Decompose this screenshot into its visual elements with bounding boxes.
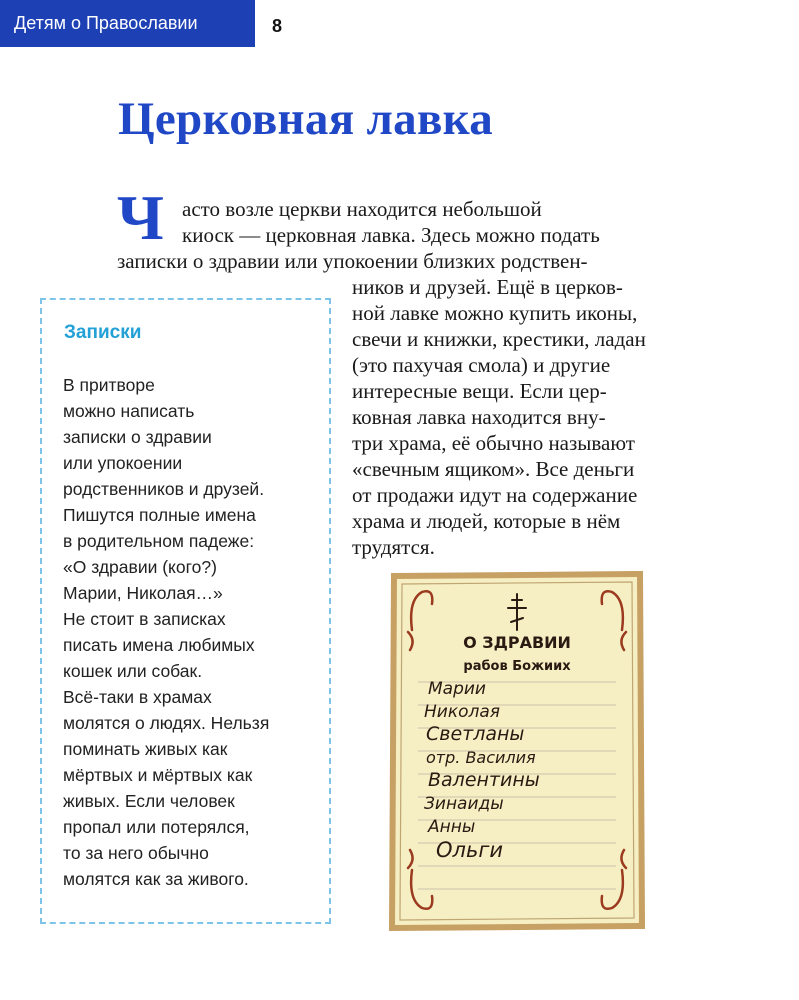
article-line: трудятся.: [352, 535, 435, 559]
article-line: асто возле церкви находится небольшой: [182, 197, 542, 221]
note-name: отр. Василия: [426, 748, 536, 767]
note-name: Светланы: [426, 723, 525, 745]
note-name: Ольги: [436, 838, 504, 862]
article-line: от продажи идут на содержание: [352, 483, 638, 507]
article-line: ковная лавка находится вну-: [352, 405, 606, 429]
note-heading: О ЗДРАВИИ: [463, 633, 571, 652]
note-name: Марии: [428, 679, 486, 699]
note-name: Николая: [424, 702, 501, 722]
article-line: (это пахучая смола) и другие: [352, 353, 611, 377]
article-line: храма и людей, которые в нём: [352, 509, 621, 533]
sidebar-line: Всё-таки в храмах: [63, 687, 212, 707]
drop-cap: Ч: [117, 182, 164, 253]
sidebar-line: в родительном падеже:: [63, 531, 255, 551]
article-line: записки о здравии или упокоении близких родствен-: [117, 249, 588, 273]
series-title: Детям о Православии: [14, 13, 198, 33]
sidebar-line: кошек или собак.: [63, 661, 203, 681]
article-line: три храма, её обычно называют: [352, 431, 635, 455]
article-line: ной лавке можно купить иконы,: [352, 301, 638, 325]
sidebar-line: Пишутся полные имена: [63, 505, 256, 525]
sidebar-line: живых. Если человек: [63, 791, 235, 811]
sidebar-line: молятся о людях. Нельзя: [63, 713, 270, 733]
sidebar-line: или упокоении: [63, 453, 183, 473]
sidebar-line: можно написать: [63, 401, 195, 421]
series-title-band: [0, 0, 255, 47]
sidebar-line: Не стоит в записках: [63, 609, 226, 629]
article-line: свечи и книжки, крестики, ладан: [352, 327, 646, 351]
sidebar-title: Записки: [64, 322, 142, 343]
article-line: ников и друзей. Ещё в церков-: [352, 275, 623, 299]
note-name: Зинаиды: [424, 794, 504, 814]
sidebar-text: [63, 372, 269, 892]
sidebar-line: родственников и друзей.: [63, 479, 265, 499]
sidebar-line: Марии, Николая…»: [63, 583, 223, 603]
sidebar-line: молятся как за живого.: [63, 869, 249, 889]
sidebar-line: писать имена любимых: [63, 635, 255, 655]
sidebar-line: то за него обычно: [63, 843, 209, 863]
sidebar-line: «О здравии (кого?): [63, 557, 217, 577]
notes-sidebar: [40, 298, 331, 924]
note-subheading: рабов Божиих: [463, 659, 571, 674]
prayer-note-illustration: [388, 570, 646, 932]
article-line: киоск — церковная лавка. Здесь можно подать: [182, 223, 600, 247]
sidebar-line: В притворе: [63, 375, 155, 395]
sidebar-line: записки о здравии: [63, 427, 212, 447]
sidebar-line: поминать живых как: [63, 739, 228, 759]
note-name: Анны: [428, 817, 476, 837]
article-line: «свечным ящиком». Все деньги: [352, 457, 635, 481]
sidebar-line: мёртвых и мёртвых как: [63, 765, 253, 785]
note-name: Валентины: [428, 769, 540, 791]
sidebar-line: пропал или потерялся,: [63, 817, 250, 837]
article-line: интересные вещи. Если цер-: [352, 379, 607, 403]
page-title: Церковная лавка: [118, 93, 494, 145]
page-number: 8: [272, 16, 283, 36]
